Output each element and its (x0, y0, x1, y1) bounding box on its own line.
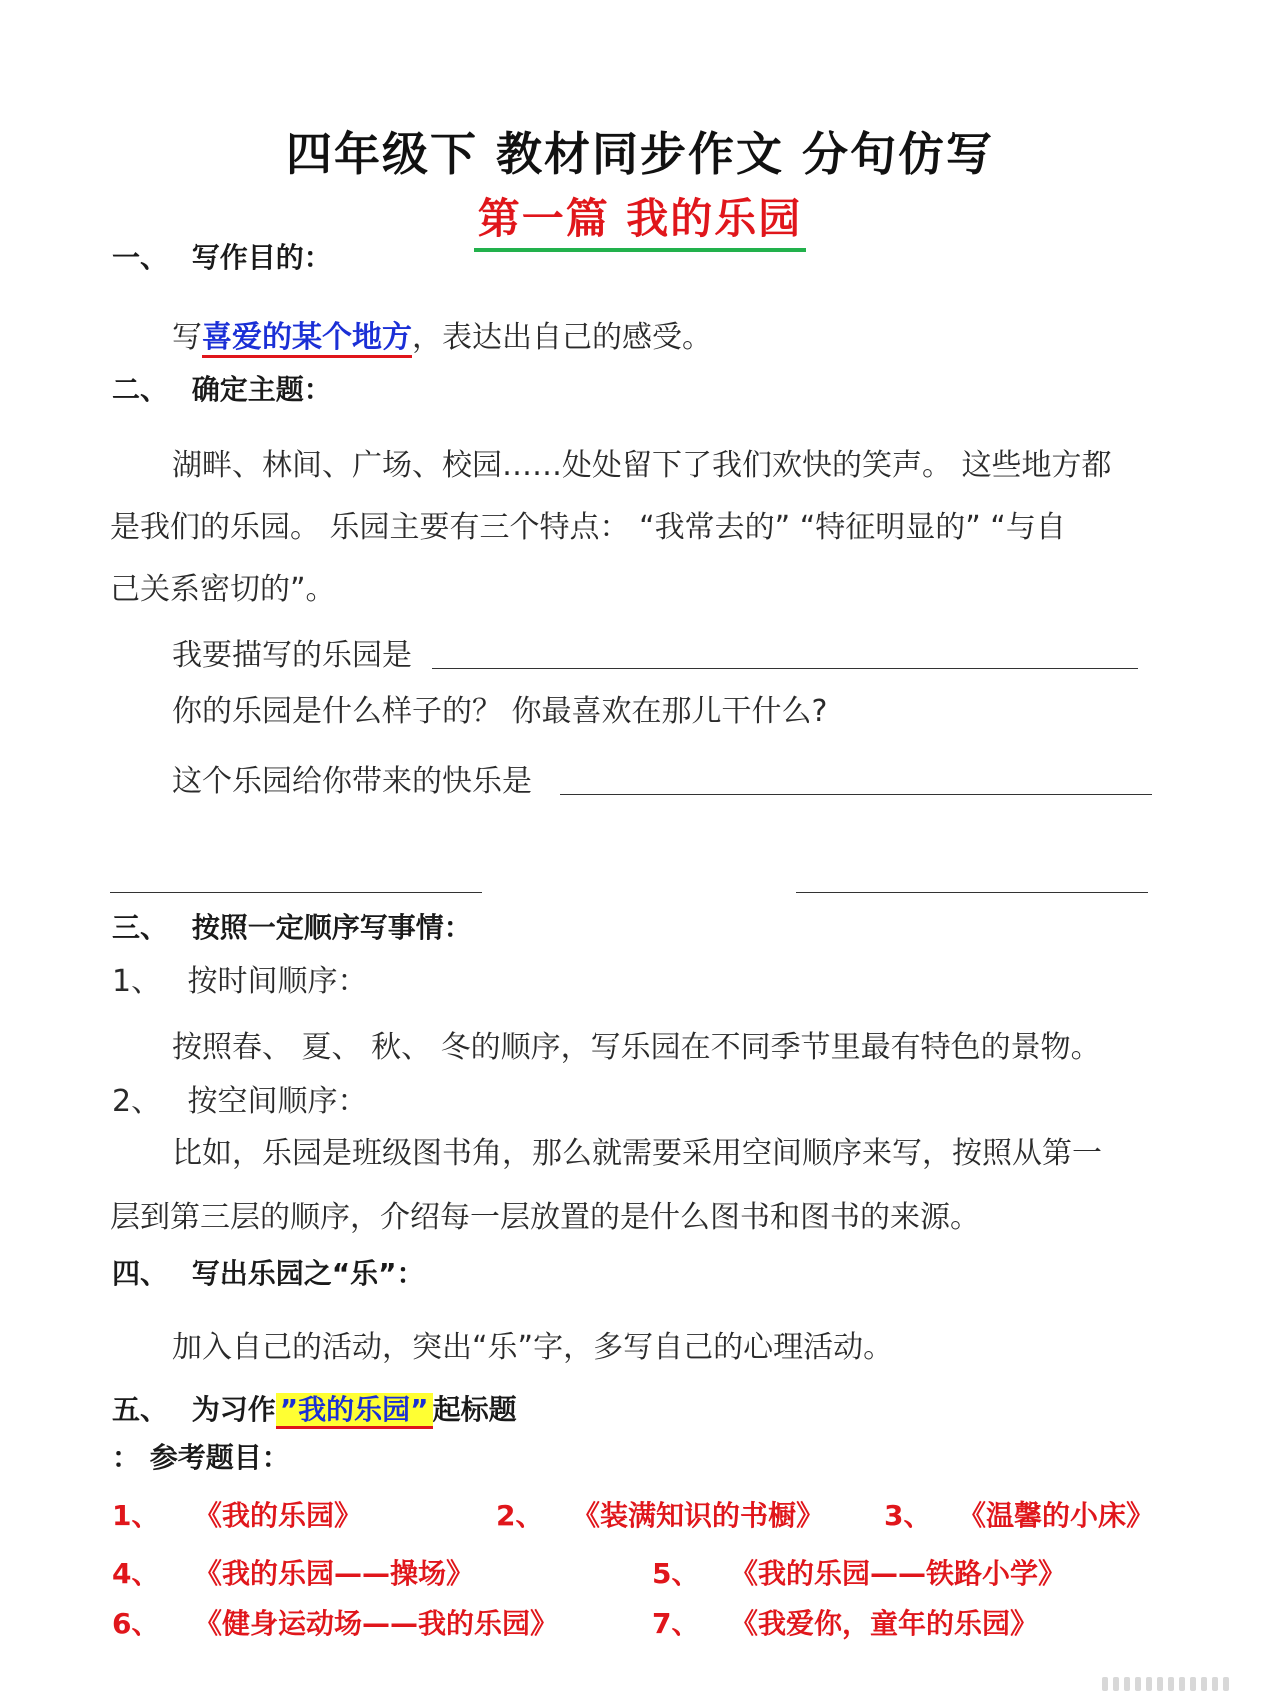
section2-para-line3: 己关系密切的”。 (110, 572, 336, 607)
prompt3-blank-line (560, 794, 1152, 795)
section1-text-after: ，表达出自己的感受。 (412, 320, 712, 355)
section3-item2 (112, 1076, 368, 1120)
section1-title: 写作目的： (191, 241, 332, 274)
section2-para-line2: 是我们的乐园。 乐园主要有三个特点： “我常去的” “特征明显的” “与自 (110, 510, 1066, 545)
section5-title-after: 起标题 (432, 1393, 517, 1426)
section3-number: 三、 (112, 911, 169, 944)
section5-title-highlight: ”我的乐园” (276, 1393, 433, 1429)
ref-title: 《我爱你，童年的乐园》 (730, 1607, 1039, 1640)
ref-item (652, 1602, 1038, 1642)
page-subtitle: 第一篇 我的乐园 (474, 186, 807, 252)
section1-text (172, 312, 712, 356)
section3-item1-label: 按时间顺序： (187, 964, 368, 999)
ref-title: 《装满知识的书橱》 (572, 1499, 825, 1532)
section2-para-line1: 湖畔、林间、广场、校园……处处留下了我们欢快的笑声。 这些地方都 (172, 448, 1112, 483)
ref-number: 5、 (652, 1557, 700, 1590)
section5-number: 五、 (112, 1393, 169, 1426)
section2-prompt1: 我要描写的乐园是 (172, 638, 412, 673)
section2-prompt2: 你的乐园是什么样子的？ 你最喜欢在那儿干什么? (172, 694, 828, 729)
section4-text: 加入自己的活动，突出“乐”字，多写自己的心理活动。 (172, 1330, 894, 1365)
deco-bar-icon (1113, 1677, 1119, 1691)
section1-text-before: 写 (172, 320, 202, 355)
deco-bar-icon (1168, 1677, 1174, 1691)
section3-title: 按照一定顺序写事情： (191, 911, 472, 944)
section1-number: 一、 (112, 241, 169, 274)
ref-item (496, 1494, 824, 1534)
ref-title: 《健身运动场——我的乐园》 (194, 1607, 559, 1640)
section2-prompt3: 这个乐园给你带来的快乐是 (172, 764, 532, 799)
ref-number: 6、 (112, 1607, 160, 1640)
deco-bar-icon (1179, 1677, 1185, 1691)
section5-subheading: ： 参考题目： (112, 1441, 290, 1474)
deco-bar-icon (1135, 1677, 1141, 1691)
section3-item2-number: 2、 (112, 1084, 162, 1119)
deco-bar-icon (1157, 1677, 1163, 1691)
deco-bar-icon (1190, 1677, 1196, 1691)
ref-title: 《我的乐园——操场》 (194, 1557, 475, 1590)
answer-blank-line-left (110, 892, 482, 893)
section4-number: 四、 (112, 1257, 169, 1290)
section4-title: 写出乐园之“乐”： (191, 1257, 425, 1290)
section3-item2-label: 按空间顺序： (187, 1084, 368, 1119)
ref-number: 3、 (884, 1499, 932, 1532)
ref-title: 《我的乐园——铁路小学》 (730, 1557, 1067, 1590)
section5-heading (112, 1388, 517, 1428)
section4-heading (112, 1252, 425, 1292)
ref-title: 《我的乐园》 (194, 1499, 363, 1532)
ref-item (652, 1552, 1066, 1592)
prompt1-blank-line (432, 668, 1138, 669)
ref-item (884, 1494, 1154, 1534)
deco-bar-icon (1212, 1677, 1218, 1691)
deco-bar-icon (1146, 1677, 1152, 1691)
ref-title: 《温馨的小床》 (958, 1499, 1155, 1532)
ref-item (112, 1494, 362, 1534)
section3-heading (112, 906, 472, 946)
section5-title-before: 为习作 (191, 1393, 276, 1426)
section3-item1-text: 按照春、 夏、 秋、 冬的顺序，写乐园在不同季节里最有特色的景物。 (172, 1030, 1101, 1065)
ref-number: 7、 (652, 1607, 700, 1640)
ref-number: 2、 (496, 1499, 544, 1532)
page-title: 四年级下 教材同步作文 分句仿写 (285, 127, 995, 181)
section1-highlight: 喜爱的某个地方 (202, 320, 412, 358)
deco-bar-icon (1124, 1677, 1130, 1691)
ref-item (112, 1552, 474, 1592)
ref-number: 1、 (112, 1499, 160, 1532)
section3-item2-line2: 层到第三层的顺序，介绍每一层放置的是什么图书和图书的来源。 (110, 1200, 980, 1235)
section3-item1-number: 1、 (112, 964, 162, 999)
bottom-decoration (1102, 1676, 1252, 1690)
section2-heading (112, 368, 332, 408)
ref-number: 4、 (112, 1557, 160, 1590)
ref-item (112, 1602, 558, 1642)
section1-heading (112, 236, 332, 276)
deco-bar-icon (1102, 1677, 1108, 1691)
deco-bar-icon (1223, 1677, 1229, 1691)
section3-item2-line1: 比如，乐园是班级图书角，那么就需要采用空间顺序来写，按照从第一 (172, 1136, 1102, 1171)
answer-blank-line-right (796, 892, 1148, 893)
section2-title: 确定主题： (191, 373, 332, 406)
deco-bar-icon (1201, 1677, 1207, 1691)
section2-number: 二、 (112, 373, 169, 406)
section3-item1 (112, 956, 368, 1000)
